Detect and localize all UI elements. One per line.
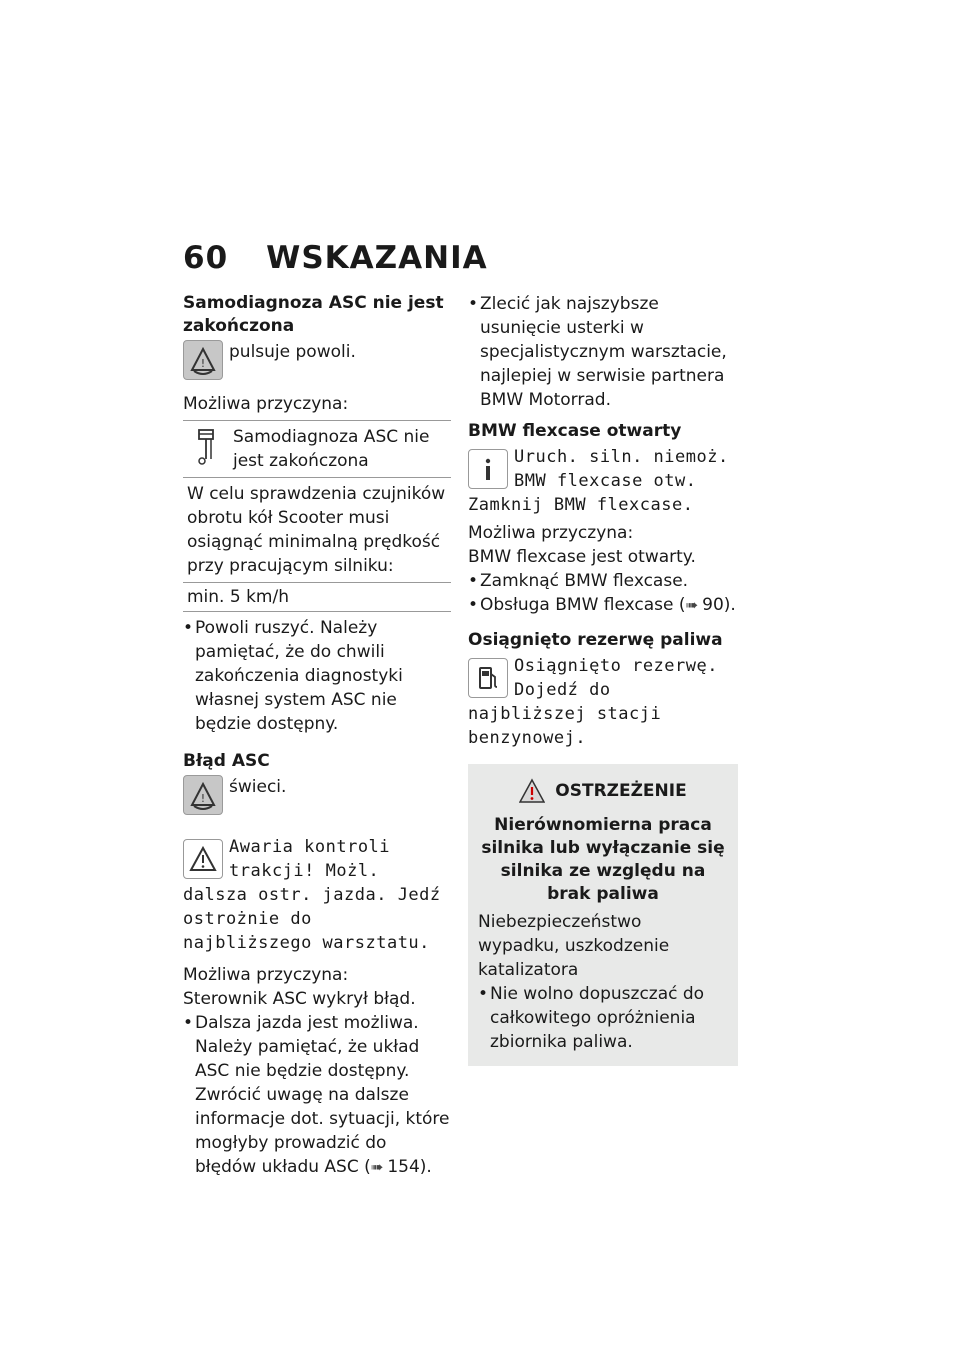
general-warning-icon: [183, 839, 223, 879]
list-item: • Zamknąć BMW flexcase.: [468, 569, 738, 593]
asc-selfdiag-description: pulsuje powoli.: [229, 342, 356, 362]
asc-error-display-message: [183, 835, 451, 955]
table-row: [183, 583, 451, 612]
asc-error-indicator: [183, 775, 451, 815]
list-item: • Zlecić jak najszybsze usunięcie usterki w specjalistycznym warsztacie, najlepiej w serwisie partnera BMW Motorrad.: [468, 292, 738, 412]
section-title-asc-error: Błąd ASC: [183, 751, 270, 771]
cause-text: BMW flexcase jest otwarty.: [468, 547, 696, 567]
fuel-pump-icon: [468, 658, 508, 698]
warning-action-list: [478, 982, 728, 1054]
left-column: [183, 292, 451, 1179]
warning-box: [468, 764, 738, 1066]
page-header: [183, 240, 488, 276]
asc-error-action-list-continued: [468, 292, 738, 412]
wheel-sensor-icon: [187, 425, 227, 469]
svg-text:!: !: [200, 792, 206, 805]
page-reference[interactable]: 90).: [702, 595, 736, 615]
asc-warning-icon: [183, 340, 223, 380]
page-title: WSKAZANIA: [266, 240, 488, 276]
asc-warning-icon: [183, 775, 223, 815]
svg-text:!: !: [200, 357, 206, 370]
section-title-fuel-reserve: Osiągnięto rezerwę paliwa: [468, 630, 723, 650]
page-number: 60: [183, 240, 229, 276]
page-reference-arrow-icon: ➠: [685, 596, 699, 614]
selfdiag-info-table: [183, 420, 451, 612]
display-text: Awaria kontroli trakcji! Możl. dalsza ostr. jazda. Jedź ostrożnie do najbliższego warsztatu.: [183, 837, 441, 953]
cause-text: Sterownik ASC wykrył błąd.: [183, 989, 416, 1009]
cause-label: Możliwa przyczyna:: [468, 523, 634, 543]
section-title-asc-selfdiag: Samodiagnoza ASC nie jest zakończona: [183, 293, 444, 336]
page-reference[interactable]: 154).: [387, 1157, 432, 1177]
warning-text: Niebezpieczeństwo wypadku, uszkodzenie katalizatora: [478, 912, 670, 980]
list-item: • Powoli ruszyć. Należy pamiętać, że do chwili zakończenia diagnostyki własnej system ASC nie będzie dostępny.: [183, 616, 451, 736]
display-text: Uruch. siln. niemoż. BMW flexcase otw. Zamknij BMW flexcase.: [468, 447, 729, 515]
flexcase-action-list: [468, 569, 738, 617]
asc-error-action-list: [183, 1011, 451, 1179]
cause-label: Możliwa przyczyna:: [183, 965, 349, 985]
warning-title: [478, 778, 728, 804]
table-row: [183, 478, 451, 583]
warning-heading: Nierównomierna praca silnika lub wyłączanie się silnika ze względu na brak paliwa: [481, 815, 725, 904]
table-cell-min-speed: min. 5 km/h: [183, 583, 451, 612]
section-title-flexcase: BMW flexcase otwarty: [468, 421, 682, 441]
asc-selfdiag-indicator: [183, 340, 451, 380]
info-icon: [468, 449, 508, 489]
page-reference-arrow-icon: ➠: [370, 1158, 384, 1176]
selfdiag-action-list: [183, 616, 451, 736]
warning-label: OSTRZEŻENIE: [555, 781, 687, 801]
right-column: [468, 292, 738, 1066]
list-item: • Obsługa BMW flexcase (➠ 90).: [468, 593, 738, 617]
display-text: Osiągnięto rezerwę. Dojedź do najbliższej stacji benzynowej.: [468, 656, 718, 748]
list-item: • Nie wolno dopuszczać do całkowitego opróżnienia zbiornika paliwa.: [478, 982, 728, 1054]
list-item: • Dalsza jazda jest możliwa. Należy pamiętać, że układ ASC nie będzie dostępny. Zwrócić uwagę na dalsze informacje dot. sytuacji, które mogłyby prowadzić do błędów układu ASC (➠ 154).: [183, 1011, 451, 1179]
flexcase-display-message: [468, 445, 738, 517]
table-cell-status: Samodiagnoza ASC nie jest zakończona: [233, 427, 430, 471]
fuel-reserve-display-message: [468, 654, 738, 750]
asc-error-description: świeci.: [229, 777, 287, 797]
table-cell-instruction: W celu sprawdzenia czujników obrotu kół Scooter musi osiągnąć minimalną prędkość przy pracującym silniku:: [183, 478, 451, 583]
warning-triangle-icon: [519, 778, 545, 804]
table-row: [183, 421, 451, 478]
cause-label: Możliwa przyczyna:: [183, 394, 349, 414]
